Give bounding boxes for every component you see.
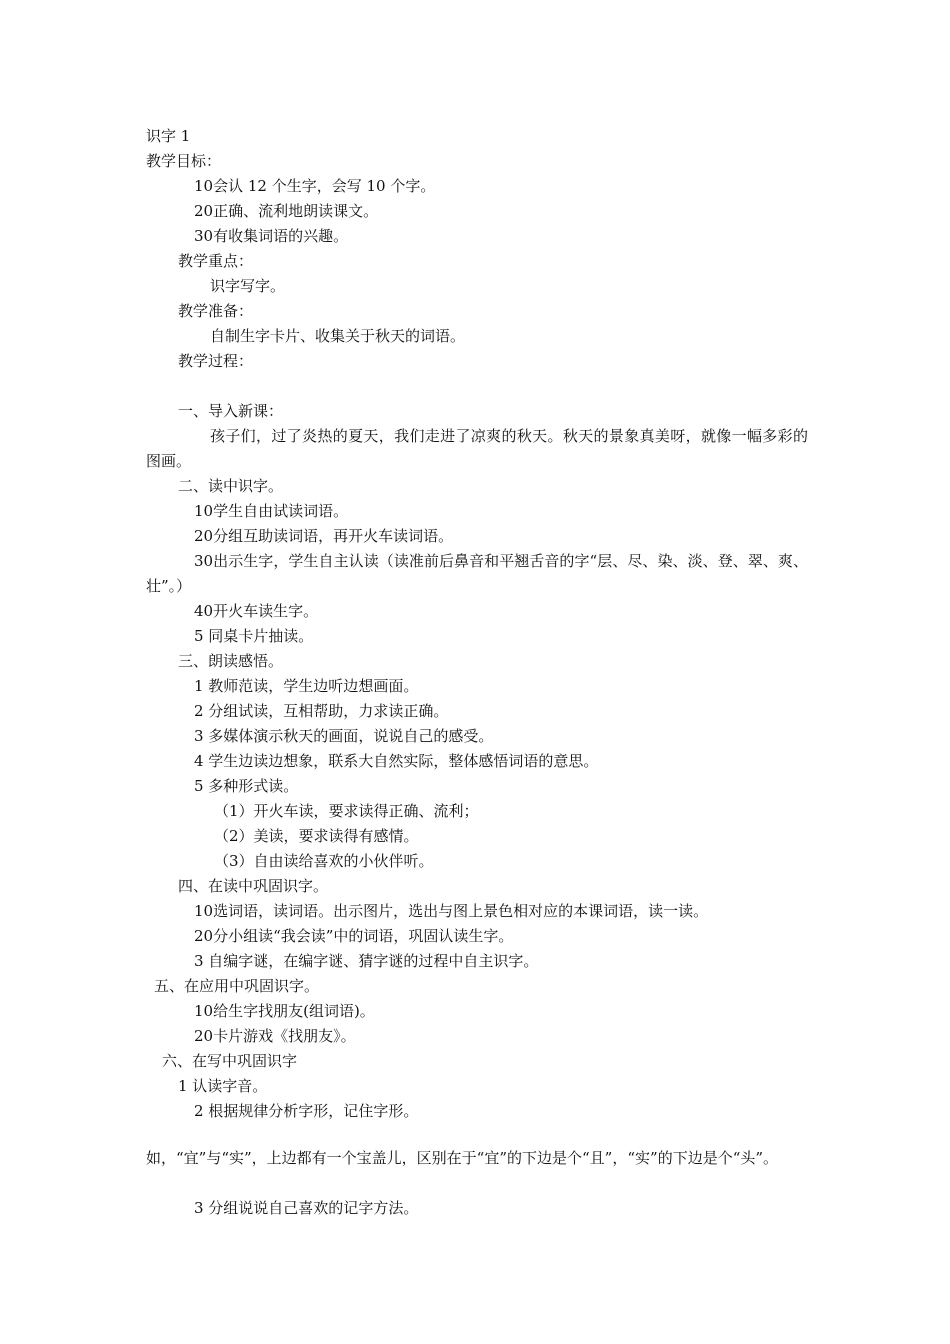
list-item: 5 多种形式读。 — [194, 777, 299, 795]
section-2-heading: 二、读中识字。 — [178, 477, 284, 495]
goal-item: 20正确、流利地朗读课文。 — [194, 202, 379, 220]
prep-text: 自制生字卡片、收集关于秋天的词语。 — [210, 327, 466, 345]
list-item: 1 教师范读，学生边听边想画面。 — [194, 677, 419, 695]
section-6-heading: 六、在写中巩固识字 — [162, 1052, 298, 1070]
section-3-heading: 三、朗读感悟。 — [178, 652, 284, 670]
key-text: 识字写字。 — [210, 277, 286, 295]
list-item: 30出示生字，学生自主认读（读准前后鼻音和平翘舌音的字“层、尽、染、淡、登、翠、爽、壮”。） — [146, 552, 808, 595]
list-item: 3 多媒体演示秋天的画面，说说自己的感受。 — [194, 727, 494, 745]
list-item: 2 分组试读，互相帮助，力求读正确。 — [194, 702, 449, 720]
example-paragraph: 如，“宜”与“实”，上边都有一个宝盖儿，区别在于“宜”的下边是个“且”，“实”的下边是个“头”。 — [146, 1149, 779, 1167]
key-heading: 教学重点： — [178, 252, 254, 270]
list-item: 10选词语，读词语。出示图片，选出与图上景色相对应的本课词语，读一读。 — [194, 902, 709, 920]
list-item: 10学生自由试读词语。 — [194, 502, 349, 520]
list-item: 5 同桌卡片抽读。 — [194, 627, 314, 645]
list-item: 2 根据规律分析字形，记住字形。 — [194, 1102, 419, 1120]
section-1-heading: 一、导入新课： — [178, 402, 284, 420]
sub-list-item: （3）自由读给喜欢的小伙伴听。 — [214, 852, 434, 870]
section-1-paragraph: 孩子们，过了炎热的夏天，我们走进了凉爽的秋天。秋天的景象真美呀，就像一幅多彩的图画。 — [146, 427, 808, 470]
goal-item: 30有收集词语的兴趣。 — [194, 227, 349, 245]
section-4-heading: 四、在读中巩固识字。 — [178, 877, 329, 895]
section-5-heading: 五、在应用中巩固识字。 — [154, 977, 320, 995]
prep-heading: 教学准备： — [178, 302, 254, 320]
lesson-title: 识字 1 — [146, 127, 191, 145]
list-item: 20分组互助读词语，再开火车读词语。 — [194, 527, 454, 545]
list-item: 20卡片游戏《找朋友》。 — [194, 1027, 356, 1045]
list-item: 3 分组说说自己喜欢的记字方法。 — [194, 1199, 419, 1217]
goals-heading: 教学目标： — [146, 152, 222, 170]
list-item: 3 自编字谜，在编字谜、猜字谜的过程中自主识字。 — [194, 952, 539, 970]
goal-item: 10会认 12 个生字，会写 10 个字。 — [194, 177, 436, 195]
list-item: 40开火车读生字。 — [194, 602, 319, 620]
list-item: 20分小组读“我会读”中的词语，巩固认读生字。 — [194, 927, 514, 945]
sub-list-item: （2）美读，要求读得有感情。 — [214, 827, 419, 845]
list-item: 4 学生边读边想象，联系大自然实际，整体感悟词语的意思。 — [194, 752, 599, 770]
list-item: 10给生字找朋友(组词语)。 — [194, 1002, 375, 1020]
process-heading: 教学过程： — [178, 352, 254, 370]
list-item: 1 认读字音。 — [178, 1077, 268, 1095]
sub-list-item: （1）开火车读，要求读得正确、流利； — [214, 802, 479, 820]
